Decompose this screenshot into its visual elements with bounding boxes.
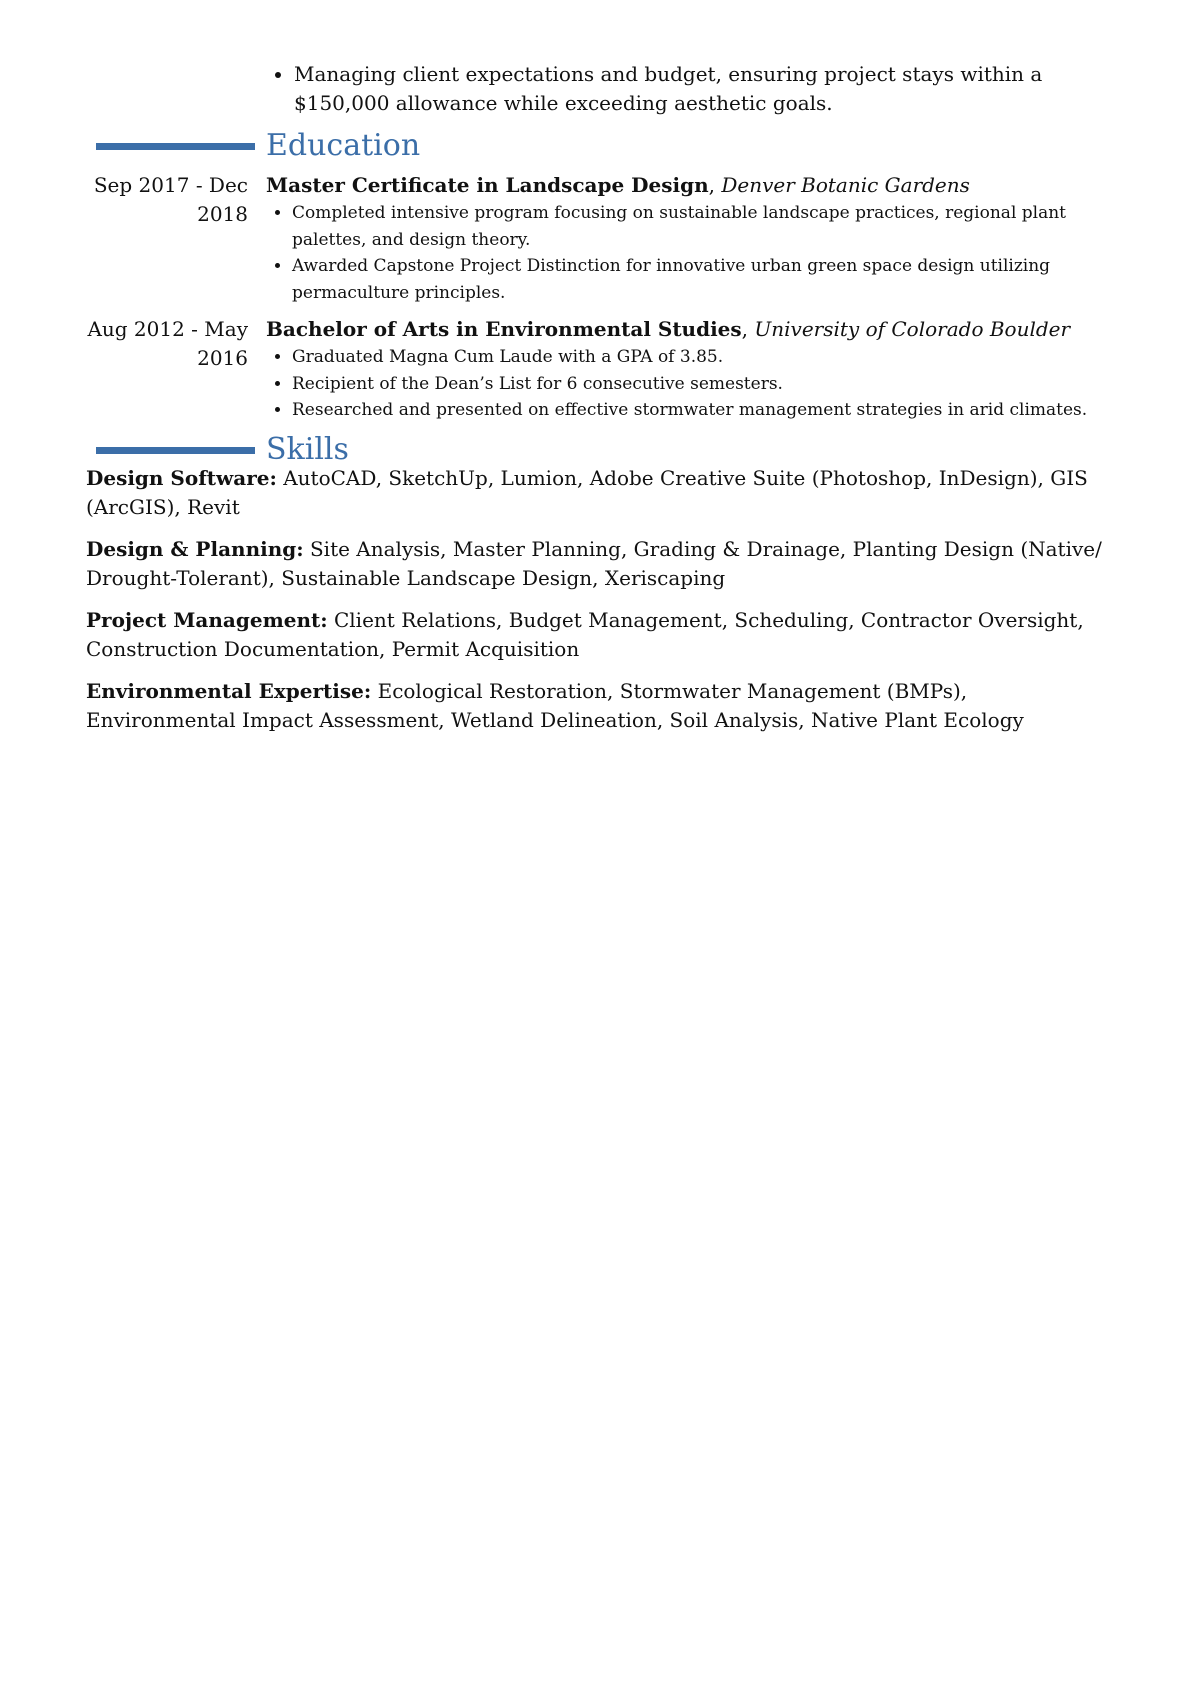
degree-title: Master Certificate in Landscape Design — [266, 173, 709, 197]
skill-category-label: Project Management: — [86, 608, 328, 632]
skill-values: Site Analysis, Master Planning, Grading & Drainage, Planting Design (Native/ Drought-Tolerant), Sustainable Landscape Design, Xeriscaping — [86, 537, 1102, 590]
skill-row — [86, 677, 1106, 735]
skill-values: Client Relations, Budget Management, Scheduling, Contractor Oversight, Construction Documentation, Permit Acquisition — [86, 608, 1084, 661]
degree-title: Bachelor of Arts in Environmental Studies — [266, 317, 742, 341]
skills-list — [86, 464, 1106, 748]
institution-name: University of Colorado Boulder — [754, 317, 1071, 341]
education-bullets — [266, 200, 1116, 306]
skill-row — [86, 535, 1106, 593]
skill-row — [86, 606, 1106, 664]
education-headline — [266, 171, 1116, 200]
education-section-header — [0, 126, 1190, 166]
separator: , — [708, 173, 722, 197]
skill-row — [86, 464, 1106, 522]
section-title-skills: Skills — [266, 432, 349, 467]
institution-name: Denver Botanic Gardens — [721, 173, 970, 197]
skill-values: AutoCAD, SketchUp, Lumion, Adobe Creative Suite (Photoshop, InDesign), GIS (ArcGIS), Revit — [86, 466, 1088, 519]
list-item: • Graduated Magna Cum Laude with a GPA of 3.85. — [292, 344, 1116, 371]
skill-values: Ecological Restoration, Stormwater Management (BMPs), Environmental Impact Assessment, Wetland Delineation, Soil Analysis, Native Plant Ecology — [86, 679, 1024, 732]
education-headline — [266, 315, 1116, 344]
section-title-education: Education — [266, 128, 421, 163]
list-item: • Completed intensive program focusing on sustainable landscape practices, regional plant palettes, and design theory. — [292, 200, 1116, 253]
experience-continuation-list — [268, 60, 1134, 118]
education-date: Aug 2012 - May 2016 — [87, 317, 248, 370]
education-body — [266, 171, 1116, 306]
education-bullets — [266, 344, 1116, 424]
list-item: • Recipient of the Dean’s List for 6 consecutive semesters. — [292, 371, 1116, 398]
skill-category-label: Design & Planning: — [86, 537, 304, 561]
section-rule — [96, 447, 255, 454]
education-body — [266, 315, 1116, 424]
skill-category-label: Environmental Expertise: — [86, 679, 372, 703]
education-date: Sep 2017 - Dec 2018 — [93, 173, 248, 226]
skill-category-label: Design Software: — [86, 466, 277, 490]
list-item: • Awarded Capstone Project Distinction for innovative urban green space design utilizing permaculture principles. — [292, 253, 1116, 306]
list-item: • Researched and presented on effective stormwater management strategies in arid climates. — [292, 397, 1116, 424]
separator: , — [741, 317, 755, 341]
list-item: • Managing client expectations and budget, ensuring project stays within a $150,000 allowance while exceeding aesthetic goals. — [294, 60, 1134, 118]
section-rule — [96, 143, 255, 150]
